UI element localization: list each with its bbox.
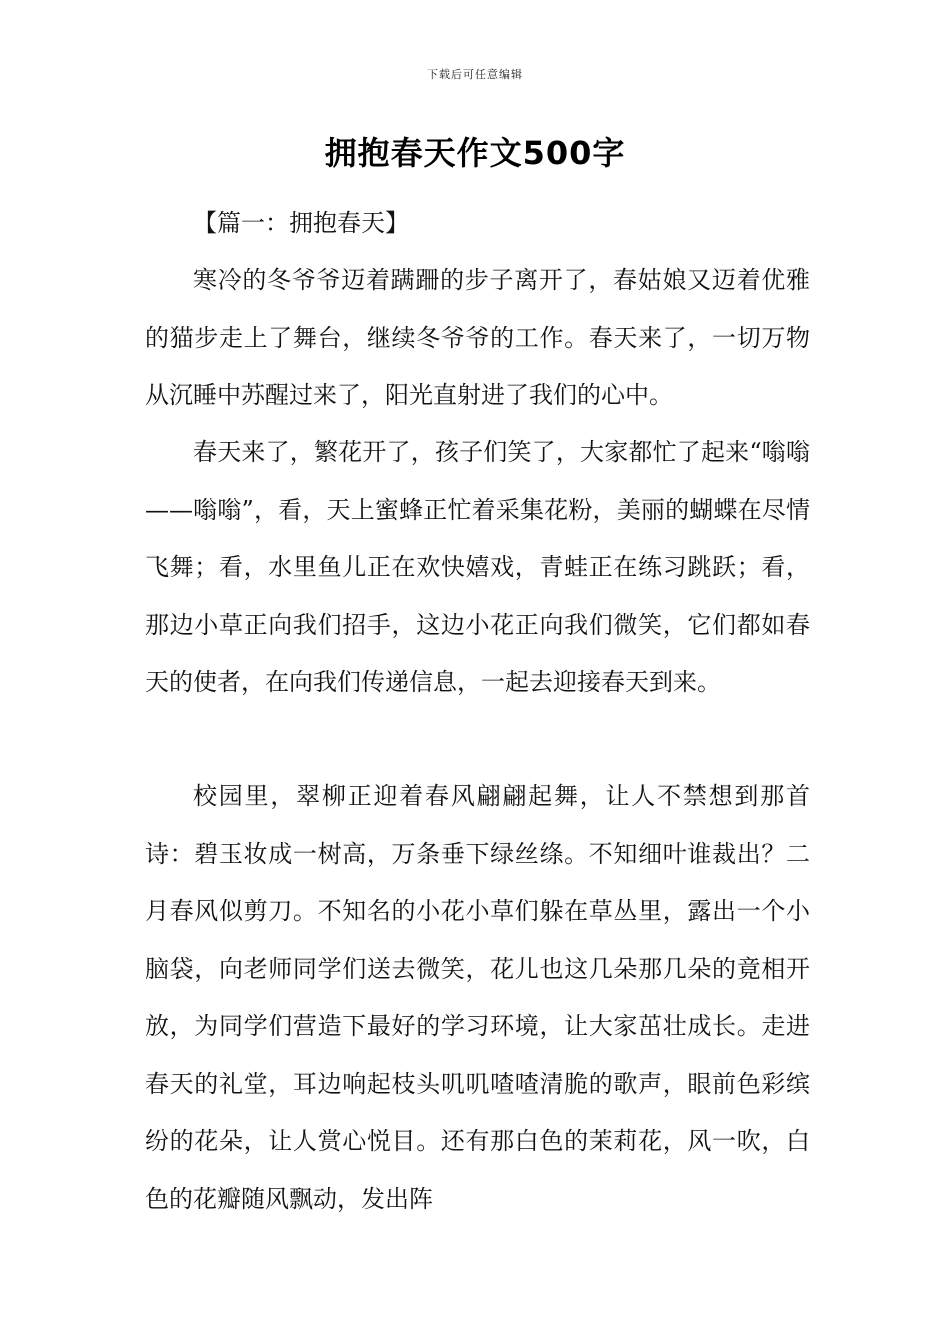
header-note: 下载后可任意编辑	[427, 68, 523, 81]
paragraph-3: 校园里，翠柳正迎着春风翩翩起舞，让人不禁想到那首诗：碧玉妆成一树高，万条垂下绿丝绦。不知细叶谁裁出？二月春风似剪刀。不知名的小花小草们躲在草丛里，露出一个小脑袋，向老师同学们送去微笑，花儿也这几朵那几朵的竟相开放，为同学们营造下最好的学习环境，让大家茁壮成长。走进春天的礼堂，耳边响起枝头叽叽喳喳清脆的歌声，眼前色彩缤纷的花朵，让人赏心悦目。还有那白色的茉莉花，风一吹，白色的花瓣随风飘动，发出阵	[145, 782, 810, 1213]
section-heading: 【篇一：拥抱春天】	[193, 209, 409, 237]
document-title: 拥抱春天作文500字	[324, 134, 626, 172]
paragraph-2: 春天来了，繁花开了，孩子们笑了，大家都忙了起来“嗡嗡——嗡嗡”，看，天上蜜蜂正忙着采集花粉，美丽的蝴蝶在尽情飞舞；看，水里鱼儿正在欢快嬉戏，青蛙正在练习跳跃；看，那边小草正向我们招手，这边小花正向我们微笑，它们都如春天的使者，在向我们传递信息，一起去迎接春天到来。	[145, 438, 810, 696]
paragraph-1: 寒冷的冬爷爷迈着蹒跚的步子离开了，春姑娘又迈着优雅的猫步走上了舞台，继续冬爷爷的工作。春天来了，一切万物从沉睡中苏醒过来了，阳光直射进了我们的心中。	[145, 266, 810, 409]
